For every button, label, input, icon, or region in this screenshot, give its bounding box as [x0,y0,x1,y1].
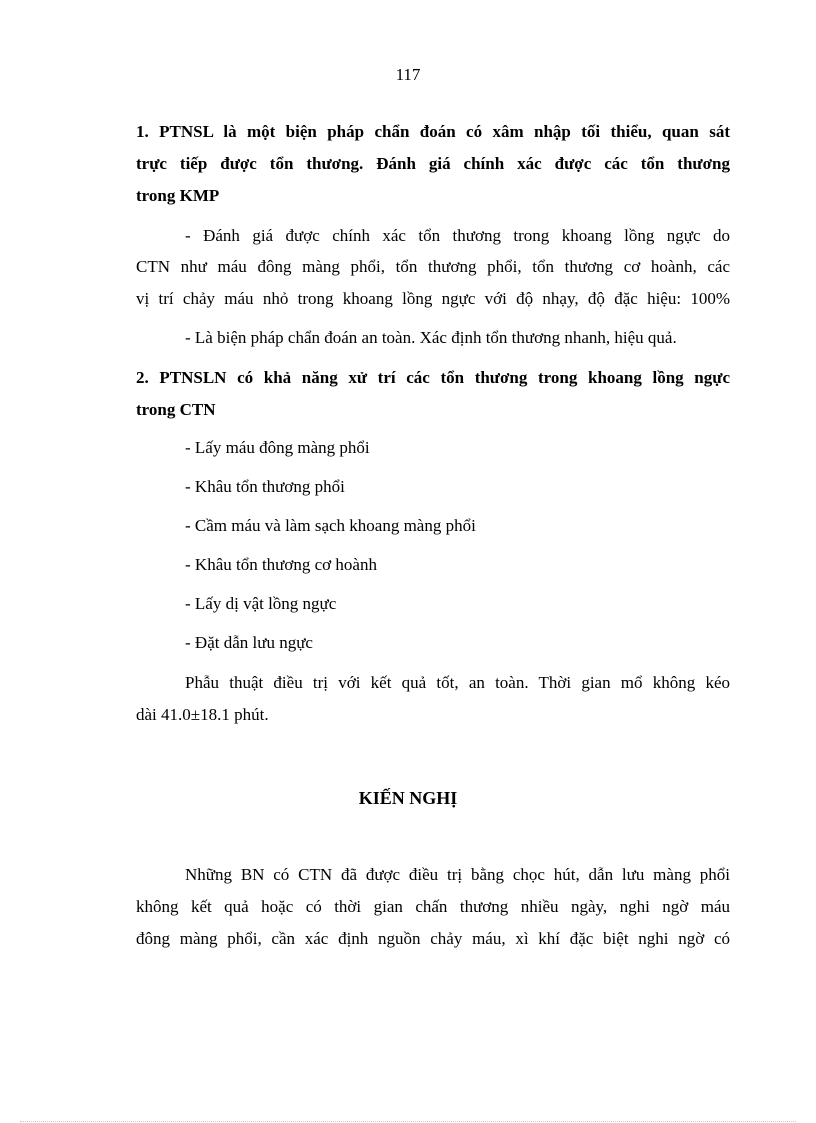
paragraph-a-line-2: CTN như máu đông màng phổi, tổn thương phổi, tổn thương cơ hoành, các [136,257,730,276]
page-bottom-divider [20,1121,796,1122]
paragraph-a-line-3: vị trí chảy máu nhỏ trong khoang lồng ngực với độ nhạy, độ đặc hiệu: 100% [136,289,730,308]
recommendation-line-1: Những BN có CTN đã được điều trị bằng chọc hút, dẫn lưu màng phổi [185,865,730,884]
list-item: - Lấy dị vật lồng ngực [185,594,337,613]
summary-line-1: Phẫu thuật điều trị với kết quả tốt, an toàn. Thời gian mổ không kéo [185,673,730,692]
list-item: - Khâu tổn thương cơ hoành [185,555,377,574]
list-item: - Cầm máu và làm sạch khoang màng phổi [185,516,476,535]
recommendation-line-2: không kết quả hoặc có thời gian chấn thương nhiều ngày, nghi ngờ máu [136,897,730,916]
summary-line-2: dài 41.0±18.1 phút. [136,705,269,724]
page-number: 117 [395,65,421,84]
conclusion-1-line-1: 1. PTNSL là một biện pháp chẩn đoán có xâm nhập tối thiểu, quan sát [136,122,730,141]
section-heading: KIẾN NGHỊ [358,788,458,808]
conclusion-2-line-2: trong CTN [136,400,216,419]
recommendation-line-3: đông màng phổi, cần xác định nguồn chảy máu, xì khí đặc biệt nghi ngờ có [136,929,730,948]
list-item: - Đặt dẫn lưu ngực [185,633,313,652]
paragraph-a-line-1: - Đánh giá được chính xác tổn thương trong khoang lồng ngực do [185,226,730,245]
conclusion-2-line-1: 2. PTNSLN có khả năng xử trí các tổn thương trong khoang lồng ngực [136,368,730,387]
paragraph-b: - Là biện pháp chẩn đoán an toàn. Xác định tổn thương nhanh, hiệu quả. [185,328,677,347]
conclusion-1-line-2: trực tiếp được tổn thương. Đánh giá chính xác được các tổn thương [136,154,730,173]
list-item: - Lấy máu đông màng phổi [185,438,370,457]
conclusion-1-line-3: trong KMP [136,186,220,205]
list-item: - Khâu tổn thương phổi [185,477,345,496]
